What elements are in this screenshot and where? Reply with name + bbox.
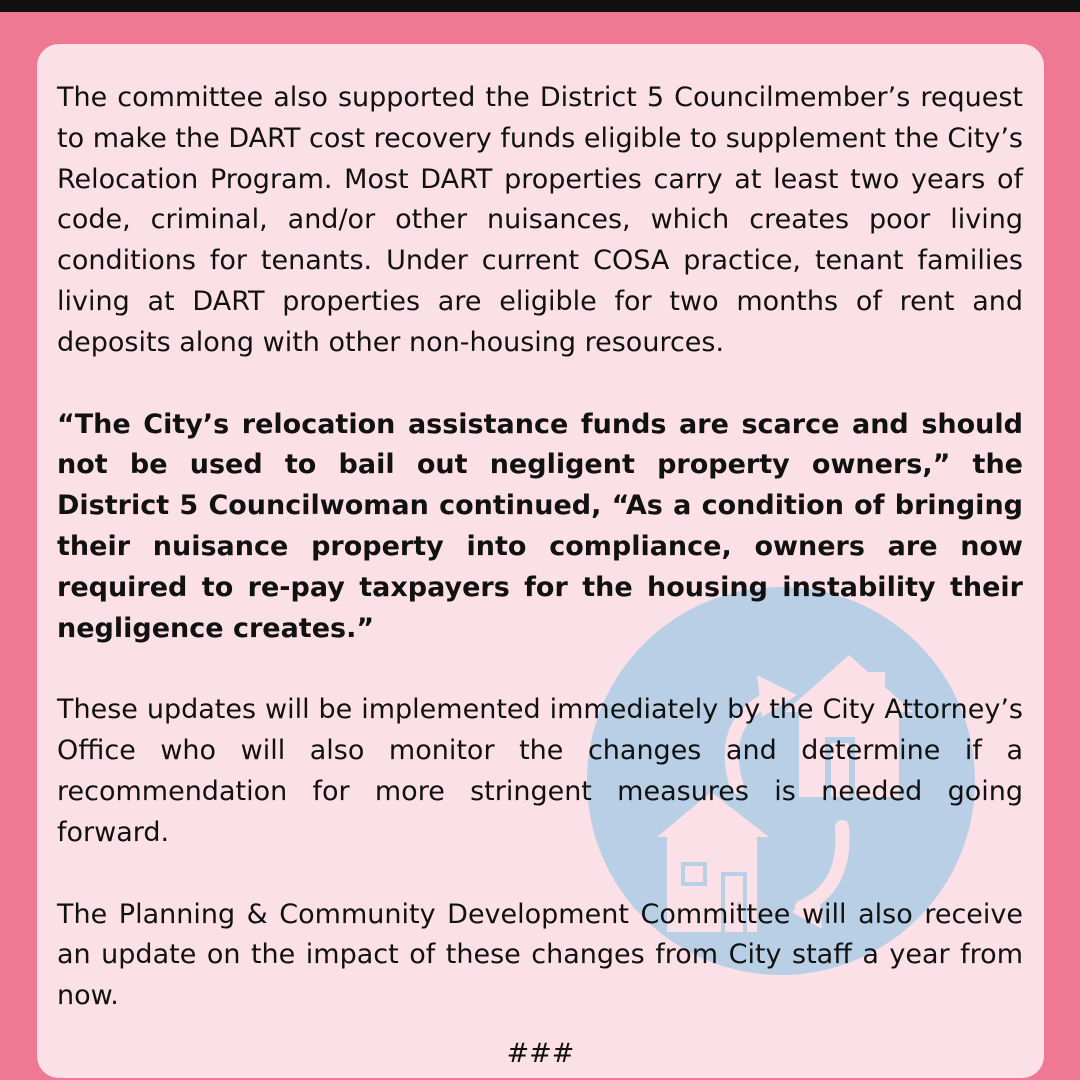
page-frame: [0, 12, 1080, 1080]
content-card: [37, 44, 1044, 1078]
end-mark: ###: [506, 1038, 575, 1069]
article-body: [57, 78, 1023, 1058]
paragraph-councilwoman-quote: “The City’s relocation assistance funds are scarce and should not be used to bail out negligent property owners,” the District 5 Councilwoman continued, “As a condition of bringing their nuisance property into compliance, owners are now required to re-pay taxpayers for the housing instability their negligence creates.”: [57, 408, 1023, 644]
paragraph-committee-support: The committee also supported the District 5 Councilmember’s request to make the DART cost recovery funds eligible to supplement the City’s Relocation Program. Most DART properties carry at least two years of code, criminal, and/or other nuisances, which creates poor living conditions for tenants. Under current COSA practice, tenant families living at DART properties are eligible for two months of rent and deposits along with other non-housing resources.: [57, 82, 1023, 358]
paragraph-city-attorney-updates: These updates will be implemented immediately by the City Attorney’s Office who will also monitor the changes and determine if a recommendation for more stringent measures is needed going forward.: [57, 694, 1023, 848]
paragraph-committee-update: The Planning & Community Development Committee will also receive an update on the impact of these changes from City staff a year from now.: [57, 898, 1023, 1012]
